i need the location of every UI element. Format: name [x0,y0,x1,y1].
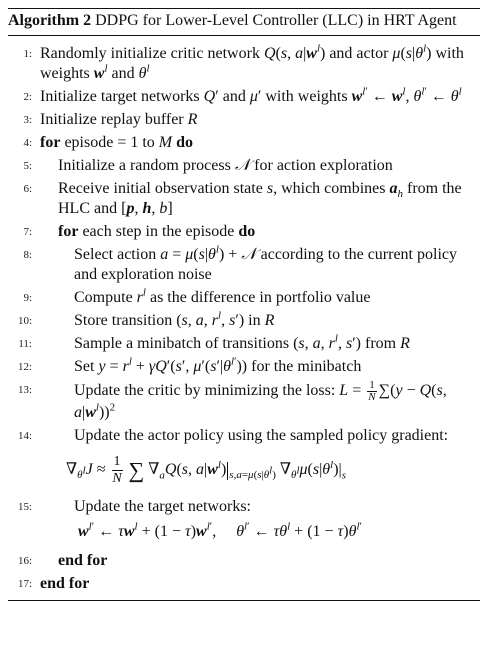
line-1: 1: Randomly initialize critic network Q(s, $a|w^l$) and actor $\mu(s|\theta^l)$ with weights $w^l$ and $\theta^l$ [8,44,480,84]
keyword: do [238,223,256,240]
line-text: Store transition [74,312,173,329]
algorithm-caption [8,11,480,31]
line-12: 12: Set $y = r^l + \gamma Q'(s'$, $\mu'(s'|\theta^{l'})$) for the minibatch [8,357,480,377]
line-text: each step in the episode [82,223,235,240]
line-text: Set [74,358,95,375]
line-number: 16: [17,555,32,567]
line-number: 5: [23,160,32,172]
line-number: 15: [17,501,32,513]
line-text: and [222,88,246,105]
line-11: 11: Sample a minibatch of transitions (s, a, $r^l$, s′) from R [8,334,480,354]
line-text: from the HLC and [58,180,462,217]
line-text: according to the current policy and exploration noise [74,246,457,283]
line-14 [8,426,480,446]
caption-rule [8,35,480,36]
line-text: in [248,312,261,329]
line-text: episode = 1 to [64,134,155,151]
line-number: 9: [23,292,32,304]
line-9: 9: Compute $r^l$ as the difference in portfolio value [8,288,480,308]
line-2: 2: Initialize target networks Q′ and μ′ with weights $w^{l'}$ ← $w^l$, $\theta^{l'}$ ← $\theta^l$ [8,87,480,107]
line-text: for the minibatch [251,358,362,375]
policy-gradient-equation: $\nabla_{\theta^l}J$ ≈ $\frac{1}{N}$ ∑ $\nabla_aQ(s$, $a|w^l$) $_{s,a=\mu(s|\theta^l)}$ $\nabla_{\theta^l}\mu(s|\theta^l)|_s$ [66,454,347,486]
line-number: 2: [23,91,32,103]
line-number: 4: [23,137,32,149]
line-number: 1: [23,48,32,60]
keyword: for [58,223,79,240]
line-text: Update the actor policy using the sampled policy gradient: [74,427,449,444]
algorithm-block [8,8,480,601]
line-text: Select action [74,246,157,263]
line-15 [8,497,480,517]
line-7 [8,222,480,242]
line-text: Update the critic by minimizing the loss: [74,382,336,400]
line-text: and actor [329,45,389,62]
line-text: with weights [265,88,348,105]
line-number: 3: [23,114,32,126]
line-6: 6: Receive initial observation state s, which combines $a_h$ from the HLC and [p, h, b] [8,179,480,219]
line-4: 4: for episode = 1 to M do [8,133,480,153]
line-5: 5: Initialize a random process 𝒩 for action exploration [8,156,480,176]
line-number: 13: [17,384,32,396]
line-text: as the difference in portfolio value [149,289,371,306]
keyword: for [40,134,61,151]
line-text: with weights [40,45,464,82]
line-number: 7: [23,226,32,238]
line-text: Compute [74,289,133,306]
line-text: Initialize replay buffer [40,111,184,128]
line-text: , which combines [273,180,386,197]
line-number: 6: [23,183,32,195]
line-10: 10: Store transition (s, a, $r^l$, s′) in R [8,311,480,331]
line-text: Sample a minibatch of transitions [74,335,290,352]
bottom-rule [8,600,480,601]
line-13: 13: Update the critic by minimizing the loss: L = $\frac{1}{N}$ ∑(y − Q(s, $a|w^l))^2$ [8,380,480,423]
target-update-equation: $w^{l'}$ ← $\tau w^l + (1 - \tau)w^{l'}$, $\theta^{l'}$ ← $\tau\theta^l + (1 - \tau)\theta^{l'}$ [78,520,362,540]
line-text: Update the target networks: [74,498,251,515]
line-text: from [365,335,397,352]
line-text: Receive initial observation state [58,180,263,197]
line-number: 11: [18,338,32,350]
line-16 [8,551,480,571]
algorithm-body [8,44,480,594]
line-text: Initialize target networks [40,88,200,105]
caption-text: DDPG for Lower-Level Controller (LLC) in HRT Agent [95,12,457,29]
line-number: 12: [17,361,32,373]
caption-label: Algorithm 2 [8,12,92,29]
line-number: 8: [23,249,32,261]
line-text: Initialize a random process [58,157,231,174]
line-text: Randomly initialize critic network [40,45,260,62]
keyword: end for [58,552,108,569]
line-3: 3: Initialize replay buffer R [8,110,480,130]
top-rule [8,8,480,9]
line-number: 14: [17,430,32,442]
line-text: for action exploration [254,157,393,174]
line-17 [8,574,480,594]
line-text: and [111,65,135,82]
line-number: 17: [17,578,32,590]
line-8: 8: Select action $a = \mu(s|\theta^l)$ + 𝒩 according to the current policy and exploration noise [8,245,480,285]
line-number: 10: [17,315,32,327]
keyword: end for [40,575,90,592]
keyword: do [176,134,194,151]
